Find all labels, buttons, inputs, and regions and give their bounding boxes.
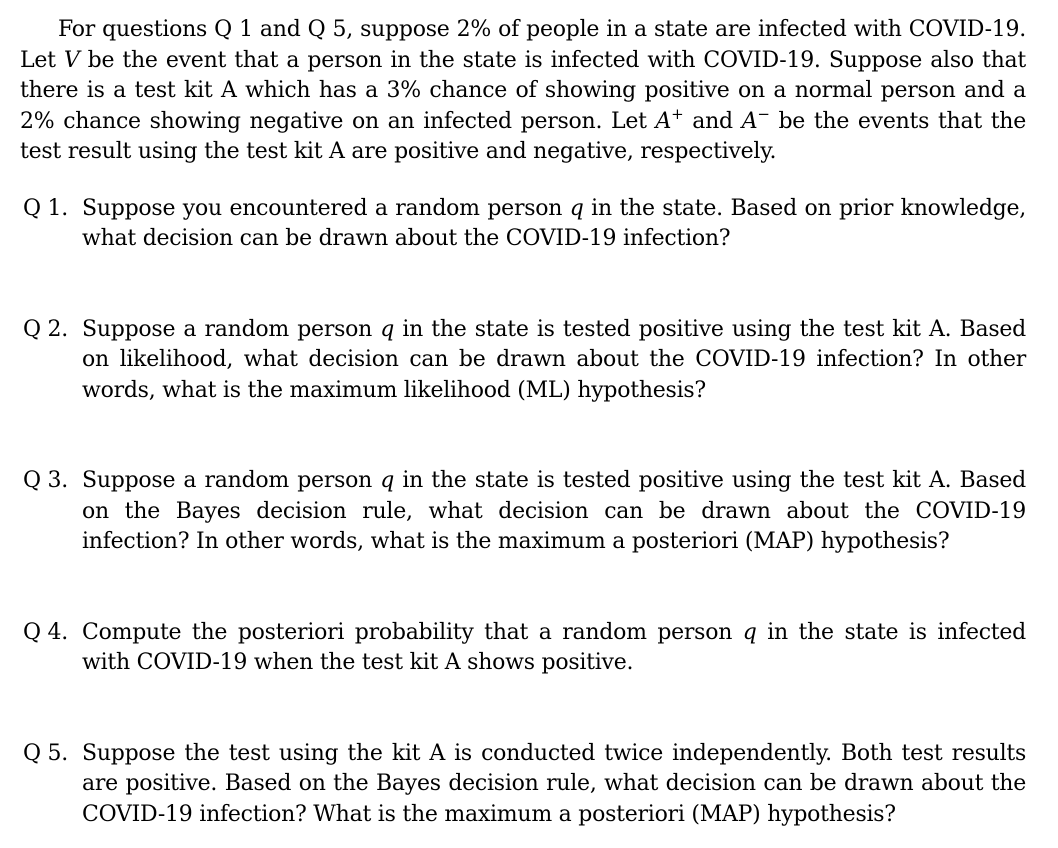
question-text-b: in the state is infected with COVID-19 when the test kit A shows positive. — [82, 619, 1026, 675]
intro-text-d: be the events that the test result using the test kit A are positive and negative, respectively. — [20, 108, 1026, 164]
variable-v: V — [63, 47, 80, 73]
question-5 — [20, 739, 1026, 831]
question-text-a: Suppose a random person — [82, 316, 381, 342]
variable-a-plus — [655, 104, 684, 134]
question-number: Q 4. — [23, 619, 69, 645]
question-text — [82, 194, 1026, 255]
question-text — [82, 466, 1026, 558]
variable-q: q — [742, 619, 757, 645]
question-text: Suppose the test using the kit A is conducted twice independently. Both test results are positive. Based on the Bayes decision rule, what decision can be drawn about the COVID-19 infection? What is the maximum a posteriori (MAP) hypothesis? — [82, 740, 1026, 827]
variable-a-minus — [741, 104, 770, 134]
intro-text-c: and — [683, 108, 742, 134]
question-2 — [20, 315, 1026, 407]
superscript-plus: + — [671, 104, 684, 123]
question-text-b: in the state is tested positive using the test kit A. Based on the Bayes decision rule, what decision can be drawn about the COVID-19 infection? In other words, what is the maximum a posteriori (MAP) hypothesis? — [82, 468, 1026, 554]
variable-q: q — [380, 468, 395, 493]
question-list — [20, 194, 1026, 831]
question-text-b: in the state. Based on prior knowledge, what decision can be drawn about the COVID-19 infection? — [82, 195, 1026, 251]
superscript-minus: − — [757, 104, 770, 123]
question-text — [82, 315, 1026, 407]
question-number: Q 5. — [23, 740, 69, 766]
intro-text-b: be the event that a person in the state is infected with COVID-19. Suppose also that there is a test kit A which has a 3% chance of showing positive on a normal person and a 2% chance showing negative on an infected person. Let — [20, 47, 1026, 134]
question-1 — [20, 194, 1026, 255]
variable-q: q — [380, 316, 395, 342]
intro-text-a: For questions Q 1 and Q 5, suppose 2% of people in a state are infected with COVID-19. Let — [20, 17, 1026, 73]
question-4 — [20, 618, 1026, 679]
intro-paragraph — [20, 15, 1026, 168]
document-page — [20, 15, 1026, 830]
question-3 — [20, 466, 1026, 558]
variable-q: q — [569, 195, 584, 221]
variable-a: A — [741, 108, 758, 134]
question-number: Q 3. — [23, 468, 69, 493]
question-number: Q 1. — [23, 195, 69, 221]
question-text-a: Compute the posteriori probability that a random person — [82, 619, 743, 645]
question-number: Q 2. — [23, 316, 69, 342]
question-text-b: in the state is tested positive using the test kit A. Based on likelihood, what decision can be drawn about the COVID-19 infection? In other words, what is the maximum likelihood (ML) hypothesis? — [82, 316, 1026, 403]
question-text-a: Suppose you encountered a random person — [82, 195, 570, 221]
question-text — [82, 618, 1026, 679]
variable-a: A — [655, 108, 672, 134]
question-text-a: Suppose a random person — [82, 468, 381, 493]
